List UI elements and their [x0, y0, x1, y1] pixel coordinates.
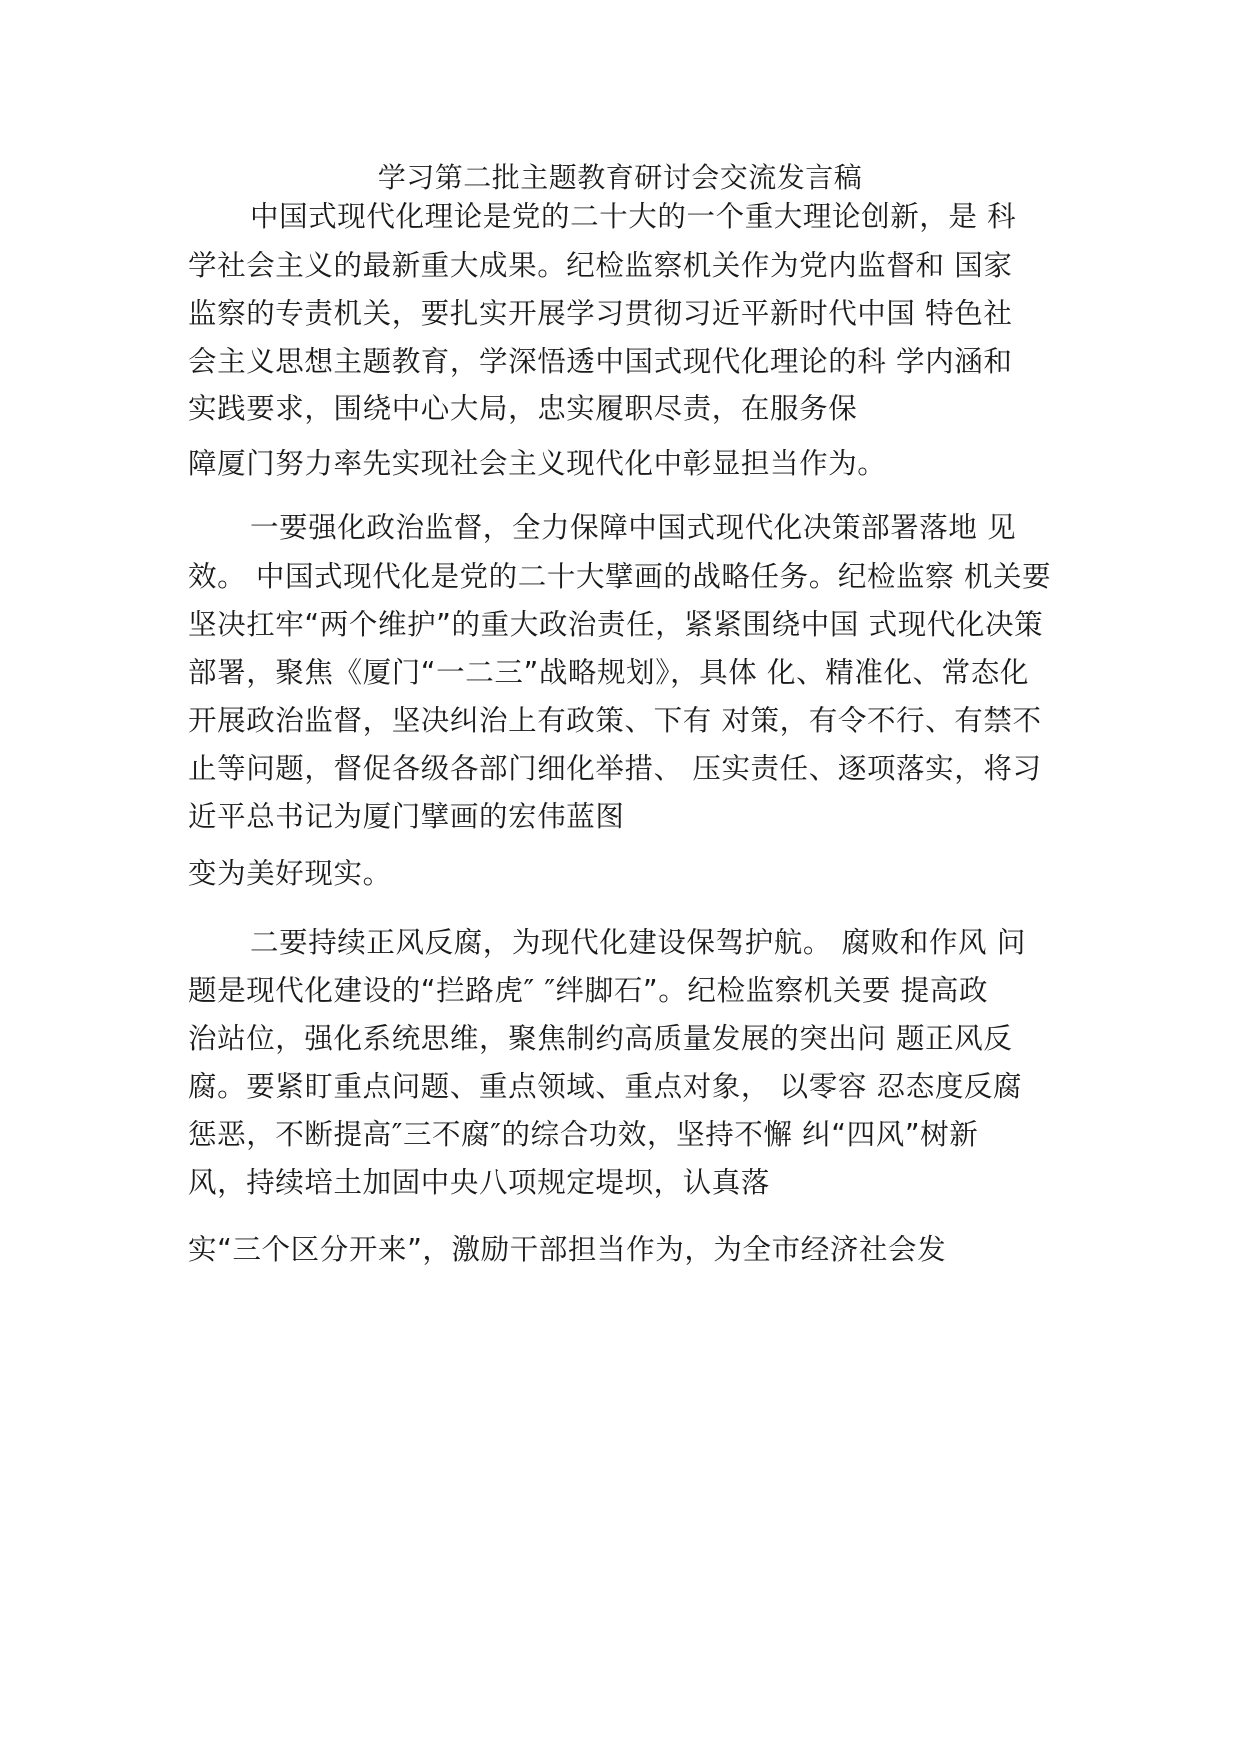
- text-line: 腐。要紧盯重点问题、重点领域、重点对象， 以零容 忍态度反腐: [188, 1070, 1023, 1103]
- text-line: 坚决扛牢“两个维护”的重大政治责任，紧紧围绕中国 式现代化决策: [188, 608, 1044, 641]
- text-line: 近平总书记为厦门擘画的宏伟蓝图: [188, 800, 625, 833]
- text-line: 治站位，强化系统思维，聚焦制约高质量发展的突出问 题正风反: [188, 1022, 1013, 1055]
- text-line: 部署，聚焦《厦门“一二三”战略规划》，具体 化、精准化、常态化: [188, 656, 1029, 689]
- text-line: 实“三个区分开来”，激励干部担当作为，为全市经济社会发: [188, 1233, 947, 1266]
- text-line: 题是现代化建设的“拦路虎″ ″绊脚石”。纪检监察机关要 提高政: [188, 974, 989, 1007]
- text-line: 实践要求，围绕中心大局，忠实履职尽责，在服务保: [188, 392, 858, 425]
- text-line: 风，持续培土加固中央八项规定堤坝，认真落: [188, 1166, 771, 1199]
- text-line: 障厦门努力率先实现社会主义现代化中彰显担当作为。: [188, 447, 887, 480]
- text-line: 二要持续正风反腐，为现代化建设保驾护航。 腐败和作风 问: [250, 926, 1026, 959]
- text-line: 学社会主义的最新重大成果。纪检监察机关作为党内监督和 国家: [188, 249, 1013, 282]
- text-line: 开展政治监督，坚决纠治上有政策、下有 对策，有令不行、有禁不: [188, 704, 1042, 737]
- document-title: 学习第二批主题教育研讨会交流发言稿: [377, 161, 863, 194]
- text-line: 监察的专责机关，要扎实开展学习贯彻习近平新时代中国 特色社: [188, 297, 1013, 330]
- text-line: 会主义思想主题教育，学深悟透中国式现代化理论的科 学内涵和: [188, 345, 1013, 378]
- text-line: 止等问题，督促各级各部门细化举措、 压实责任、逐项落实，将习: [188, 752, 1042, 785]
- text-line: 中国式现代化理论是党的二十大的一个重大理论创新，是 科: [250, 200, 1017, 233]
- text-line: 效。 中国式现代化是党的二十大擘画的战略任务。纪检监察 机关要: [188, 560, 1052, 593]
- text-line: 变为美好现实。: [188, 857, 392, 890]
- text-line: 惩恶，不断提高″三不腐″的综合功效，坚持不懈 纠“四风”树新: [188, 1118, 979, 1151]
- text-line: 一要强化政治监督，全力保障中国式现代化决策部署落地 见: [250, 511, 1017, 544]
